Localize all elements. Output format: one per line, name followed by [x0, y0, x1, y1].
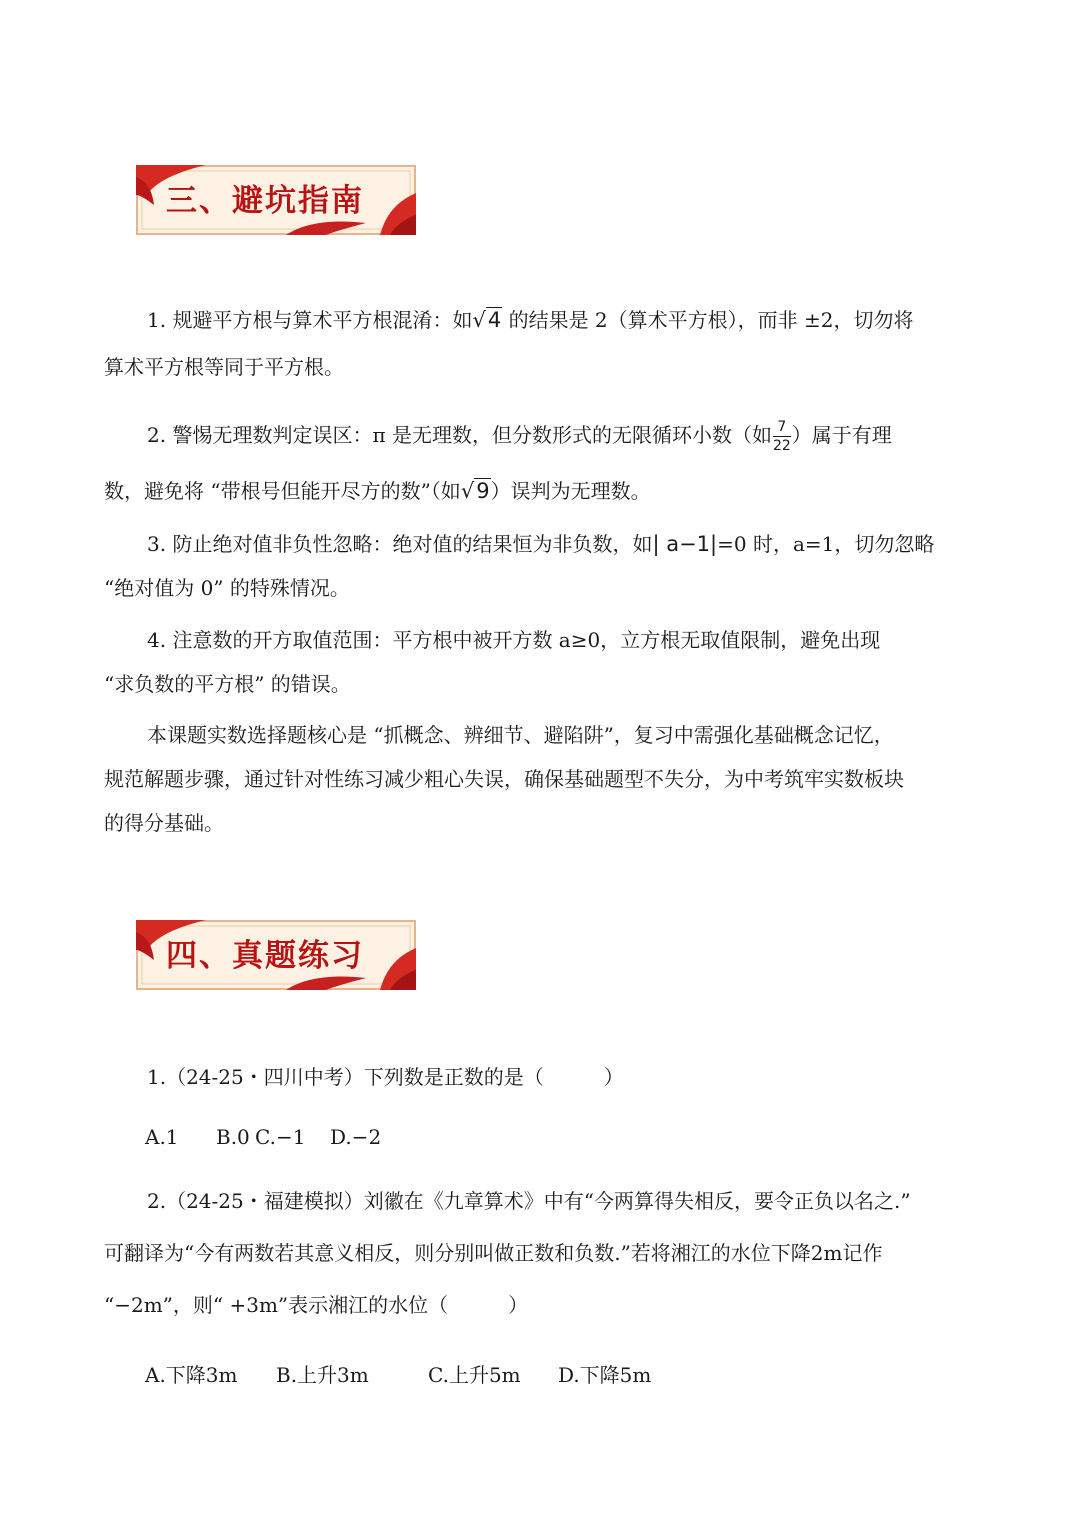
line: 的得分基础。: [104, 811, 224, 835]
tip-item-2: [104, 407, 980, 519]
line: 3. 防止绝对值非负性忽略：绝对值的结果恒为非负数，如| a−1|=0 时，a=1，切勿忽略: [147, 532, 935, 556]
tip-item-4: [104, 618, 980, 706]
option-d: D.−2: [330, 1125, 382, 1149]
tip-item-1: [104, 297, 980, 391]
tip-item-3: [104, 522, 980, 610]
section-banner-3: [136, 165, 416, 235]
section-title: 四、真题练习: [166, 938, 364, 974]
question-2: [104, 1175, 980, 1331]
question-1: [104, 1054, 980, 1101]
line: 规范解题步骤，通过针对性练习减少粗心失误，确保基础题型不失分，为中考筑牢实数板块: [104, 767, 904, 791]
option-d: D.下降5m: [558, 1363, 652, 1387]
section-banner-4: [136, 920, 416, 990]
radicand: 9: [476, 479, 490, 503]
option-c: C.上升5m: [428, 1363, 521, 1387]
fraction: $\frac{7}{22}$: [772, 419, 791, 454]
line: 数，避免将 “带根号但能开尽方的数”（如√9）误判为无理数。: [104, 479, 651, 503]
summary-paragraph: [104, 713, 980, 845]
line: 4. 注意数的开方取值范围：平方根中被开方数 a≥0，立方根无取值限制，避免出现: [147, 628, 881, 652]
question-text: 1.（24-25・四川中考）下列数是正数的是（ ）: [147, 1065, 624, 1089]
line: 算术平方根等同于平方根。: [104, 355, 344, 379]
line: “求负数的平方根” 的错误。: [104, 672, 351, 696]
line: 可翻译为“今有两数若其意义相反，则分别叫做正数和负数.”若将湘江的水位下降2m记作: [104, 1241, 883, 1265]
radicand: 4: [487, 308, 502, 332]
abs-expression: | a−1|: [652, 532, 718, 556]
option-a: A.下降3m: [145, 1363, 238, 1387]
line: 2. 警惕无理数判定误区：π 是无理数，但分数形式的无限循环小数（如 $\frac{7}{22}$ ）属于有理: [147, 419, 892, 454]
line: 1. 规避平方根与算术平方根混淆：如√4 的结果是 2（算术平方根），而非 ±2，切勿将: [147, 308, 914, 332]
option-a: A.1: [145, 1125, 179, 1149]
option-b: B.上升3m: [276, 1363, 369, 1387]
line: 本课题实数选择题核心是 “抓概念、辨细节、避陷阱”，复习中需强化基础概念记忆，: [147, 723, 894, 747]
line: 2.（24-25・福建模拟）刘徽在《九章算术》中有“今两算得失相反，要令正负以名之.”: [147, 1189, 911, 1213]
section-title: 三、避坑指南: [166, 183, 364, 219]
line: “−2m”，则“ +3m”表示湘江的水位（ ）: [104, 1293, 529, 1317]
option-b: B.0: [216, 1125, 250, 1149]
option-c: C.−1: [255, 1125, 306, 1149]
line: “绝对值为 0” 的特殊情况。: [104, 576, 350, 600]
